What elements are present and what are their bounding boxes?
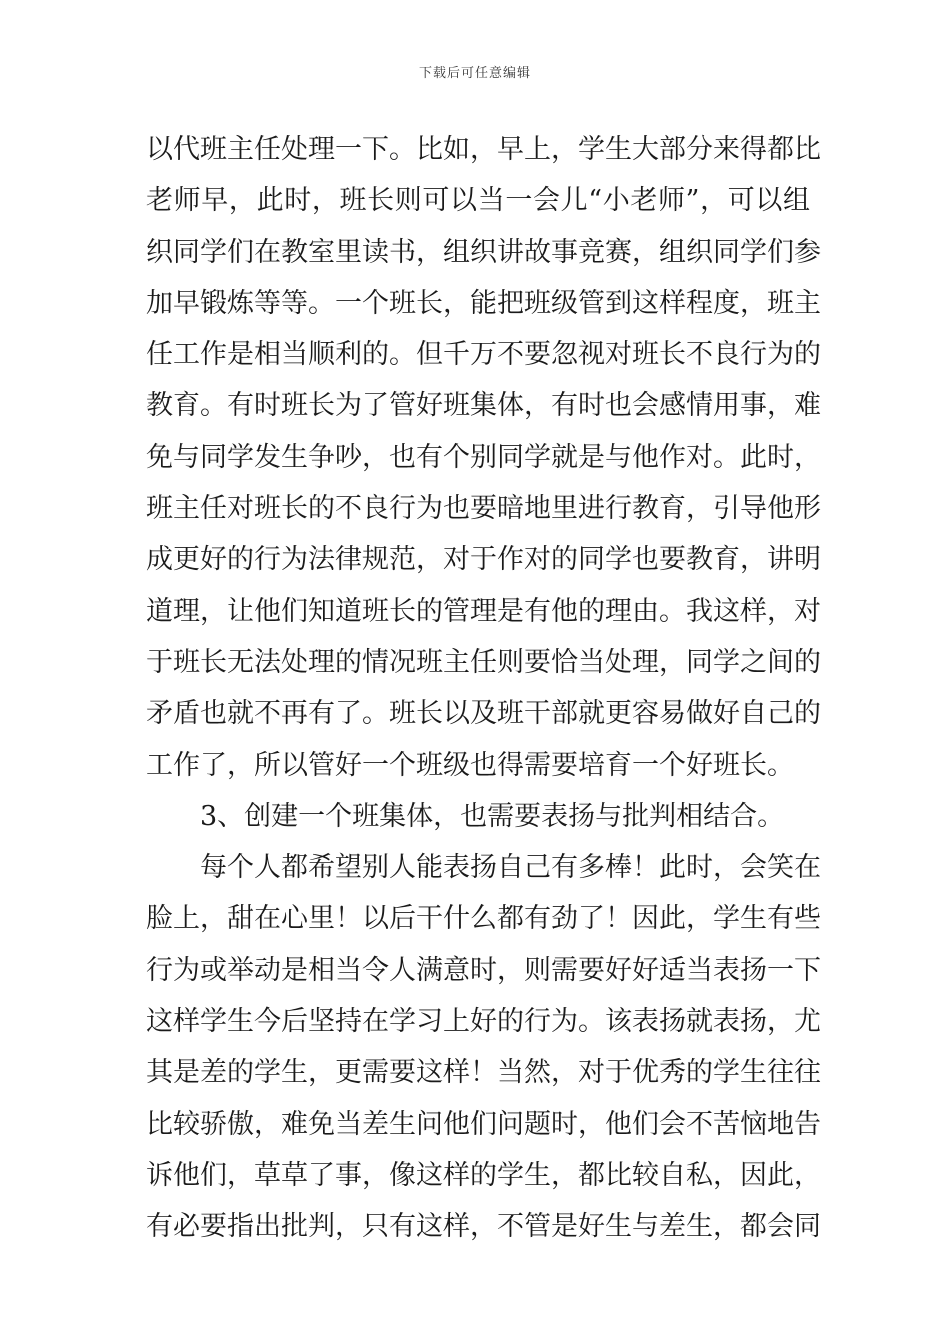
page-header: 下载后可任意编辑 (418, 66, 531, 81)
text-line: 任工作是相当顺利的。但千万不要忽视对班长不良行为的 (146, 339, 821, 371)
text-line: 其是差的学生，更需要这样！当然，对于优秀的学生往往 (146, 1057, 821, 1089)
text-line: 行为或举动是相当令人满意时，则需要好好适当表扬一下 (146, 954, 821, 986)
text-line: 有必要指出批判，只有这样，不管是好生与差生，都会同 (146, 1211, 821, 1243)
text-line: 这样学生今后坚持在学习上好的行为。该表扬就表扬，尤 (146, 1006, 821, 1038)
text-line: 每个人都希望别人能表扬自己有多棒！此时，会笑在 (200, 852, 821, 884)
text-line: 成更好的行为法律规范，对于作对的同学也要教育，讲明 (146, 544, 821, 576)
text-line: 脸上，甜在心里！以后干什么都有劲了！因此，学生有些 (146, 903, 821, 935)
text-line: 于班长无法处理的情况班主任则要恰当处理，同学之间的 (146, 646, 821, 678)
text-line: 加早锻炼等等。一个班长，能把班级管到这样程度，班主 (146, 287, 821, 319)
text-line: 矛盾也就不再有了。班长以及班干部就更容易做好自己的 (146, 698, 821, 730)
text-line: 班主任对班长的不良行为也要暗地里进行教育，引导他形 (146, 493, 821, 525)
text-line: 道理，让他们知道班长的管理是有他的理由。我这样，对 (146, 595, 821, 627)
text-line: 老师早，此时，班长则可以当一会儿“小老师”，可以组 (146, 185, 810, 217)
text-line: 织同学们在教室里读书，组织讲故事竞赛，组织同学们参 (146, 236, 821, 268)
text-line: 免与同学发生争吵，也有个别同学就是与他作对。此时， (146, 441, 821, 473)
text-line: 教育。有时班长为了管好班集体，有时也会感情用事，难 (146, 390, 821, 422)
body-text (146, 124, 821, 1253)
text-line: 工作了，所以管好一个班级也得需要培育一个好班长。 (146, 749, 794, 781)
text-line: 比较骄傲，难免当差生问他们问题时，他们会不苦恼地告 (146, 1108, 821, 1140)
text-line: 以代班主任处理一下。比如，早上，学生大部分来得都比 (146, 134, 821, 165)
text-line: 诉他们，草草了事，像这样的学生，都比较自私，因此， (146, 1159, 821, 1191)
section-heading: 3、创建一个班集体，也需要表扬与批判相结合。 (200, 800, 785, 832)
